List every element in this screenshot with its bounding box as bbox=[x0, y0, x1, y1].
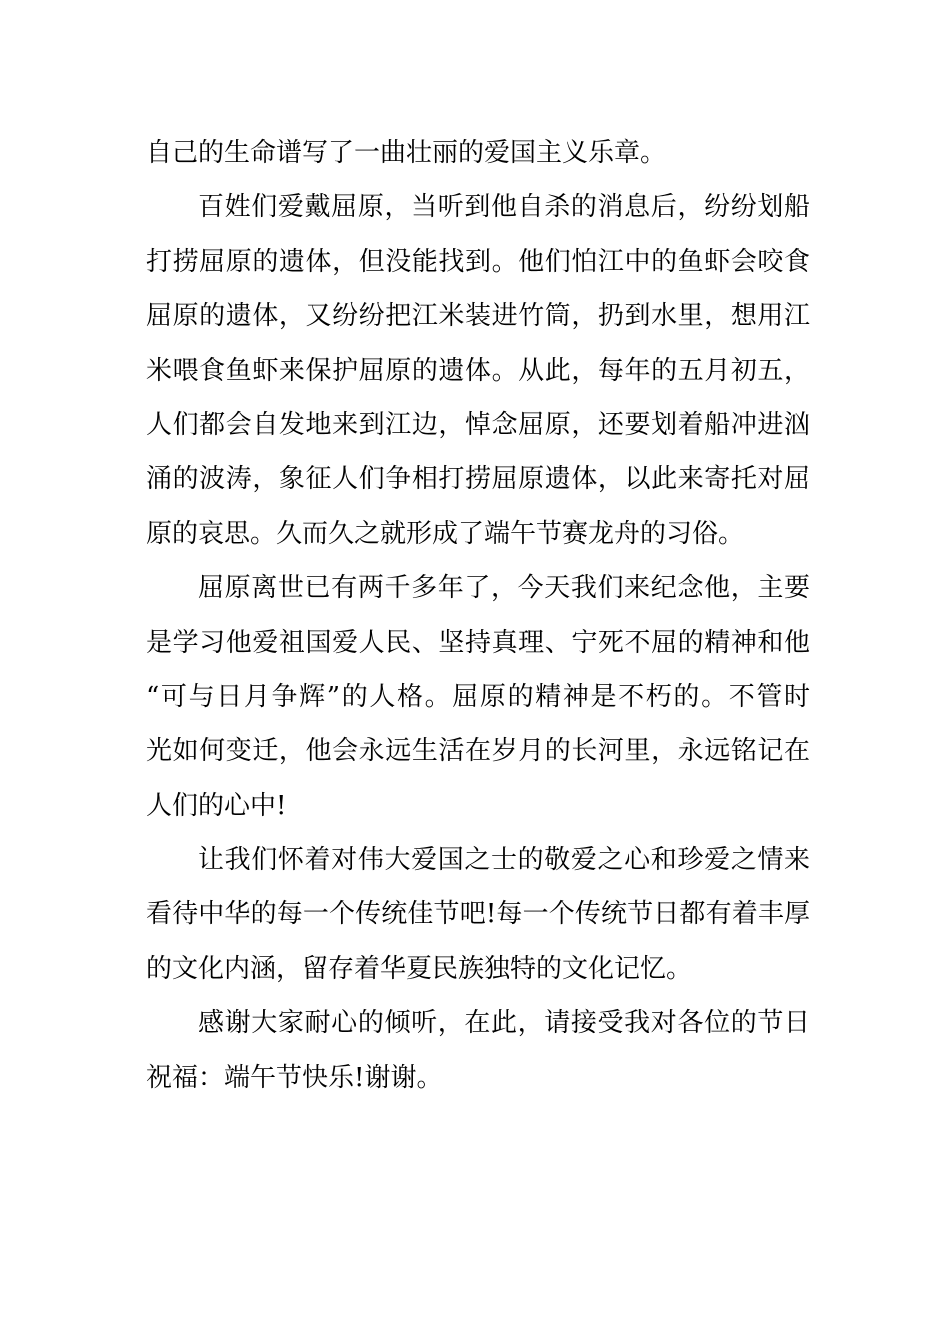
paragraph bbox=[146, 561, 810, 833]
paragraph bbox=[146, 126, 810, 180]
text-line: 的文化内涵，留存着华夏民族独特的文化记忆。 bbox=[146, 953, 693, 984]
text-line: 百姓们爱戴屈原，当听到他自杀的消息后，纷纷划船 bbox=[198, 192, 810, 223]
paragraph bbox=[146, 996, 810, 1105]
text-line: 涌的波涛，象征人们争相打捞屈原遗体，以此来寄托对屈 bbox=[146, 464, 810, 495]
document-body bbox=[146, 126, 810, 1105]
text-line: 米喂食鱼虾来保护屈原的遗体。从此，每年的五月初五， bbox=[146, 355, 810, 386]
text-line: 让我们怀着对伟大爱国之士的敬爱之心和珍爱之情来 bbox=[198, 845, 810, 876]
text-line: 屈原的遗体，又纷纷把江米装进竹筒，扔到水里，想用江 bbox=[146, 301, 810, 332]
text-line: 光如何变迁，他会永远生活在岁月的长河里，永远铭记在 bbox=[146, 736, 810, 767]
paragraph bbox=[146, 833, 810, 996]
text-line: “可与日月争辉”的人格。屈原的精神是不朽的。不管时 bbox=[146, 681, 810, 712]
text-line: 人们都会自发地来到江边，悼念屈原，还要划着船冲进汹 bbox=[146, 409, 810, 440]
text-line: 原的哀思。久而久之就形成了端午节赛龙舟的习俗。 bbox=[146, 518, 745, 549]
text-line: 感谢大家耐心的倾听，在此，请接受我对各位的节日 bbox=[198, 1008, 810, 1039]
text-line: 看待中华的每一个传统佳节吧!每一个传统节日都有着丰厚 bbox=[146, 899, 810, 930]
text-line: 是学习他爱祖国爱人民、坚持真理、宁死不屈的精神和他 bbox=[146, 627, 810, 658]
paragraph bbox=[146, 180, 810, 561]
text-line: 打捞屈原的遗体，但没能找到。他们怕江中的鱼虾会咬食 bbox=[146, 246, 810, 277]
text-line: 屈原离世已有两千多年了，今天我们来纪念他，主要 bbox=[198, 573, 810, 604]
text-line: 祝福：端午节快乐!谢谢。 bbox=[146, 1062, 443, 1093]
text-line: 自己的生命谱写了一曲壮丽的爱国主义乐章。 bbox=[146, 138, 667, 168]
text-line: 人们的心中! bbox=[146, 790, 287, 821]
